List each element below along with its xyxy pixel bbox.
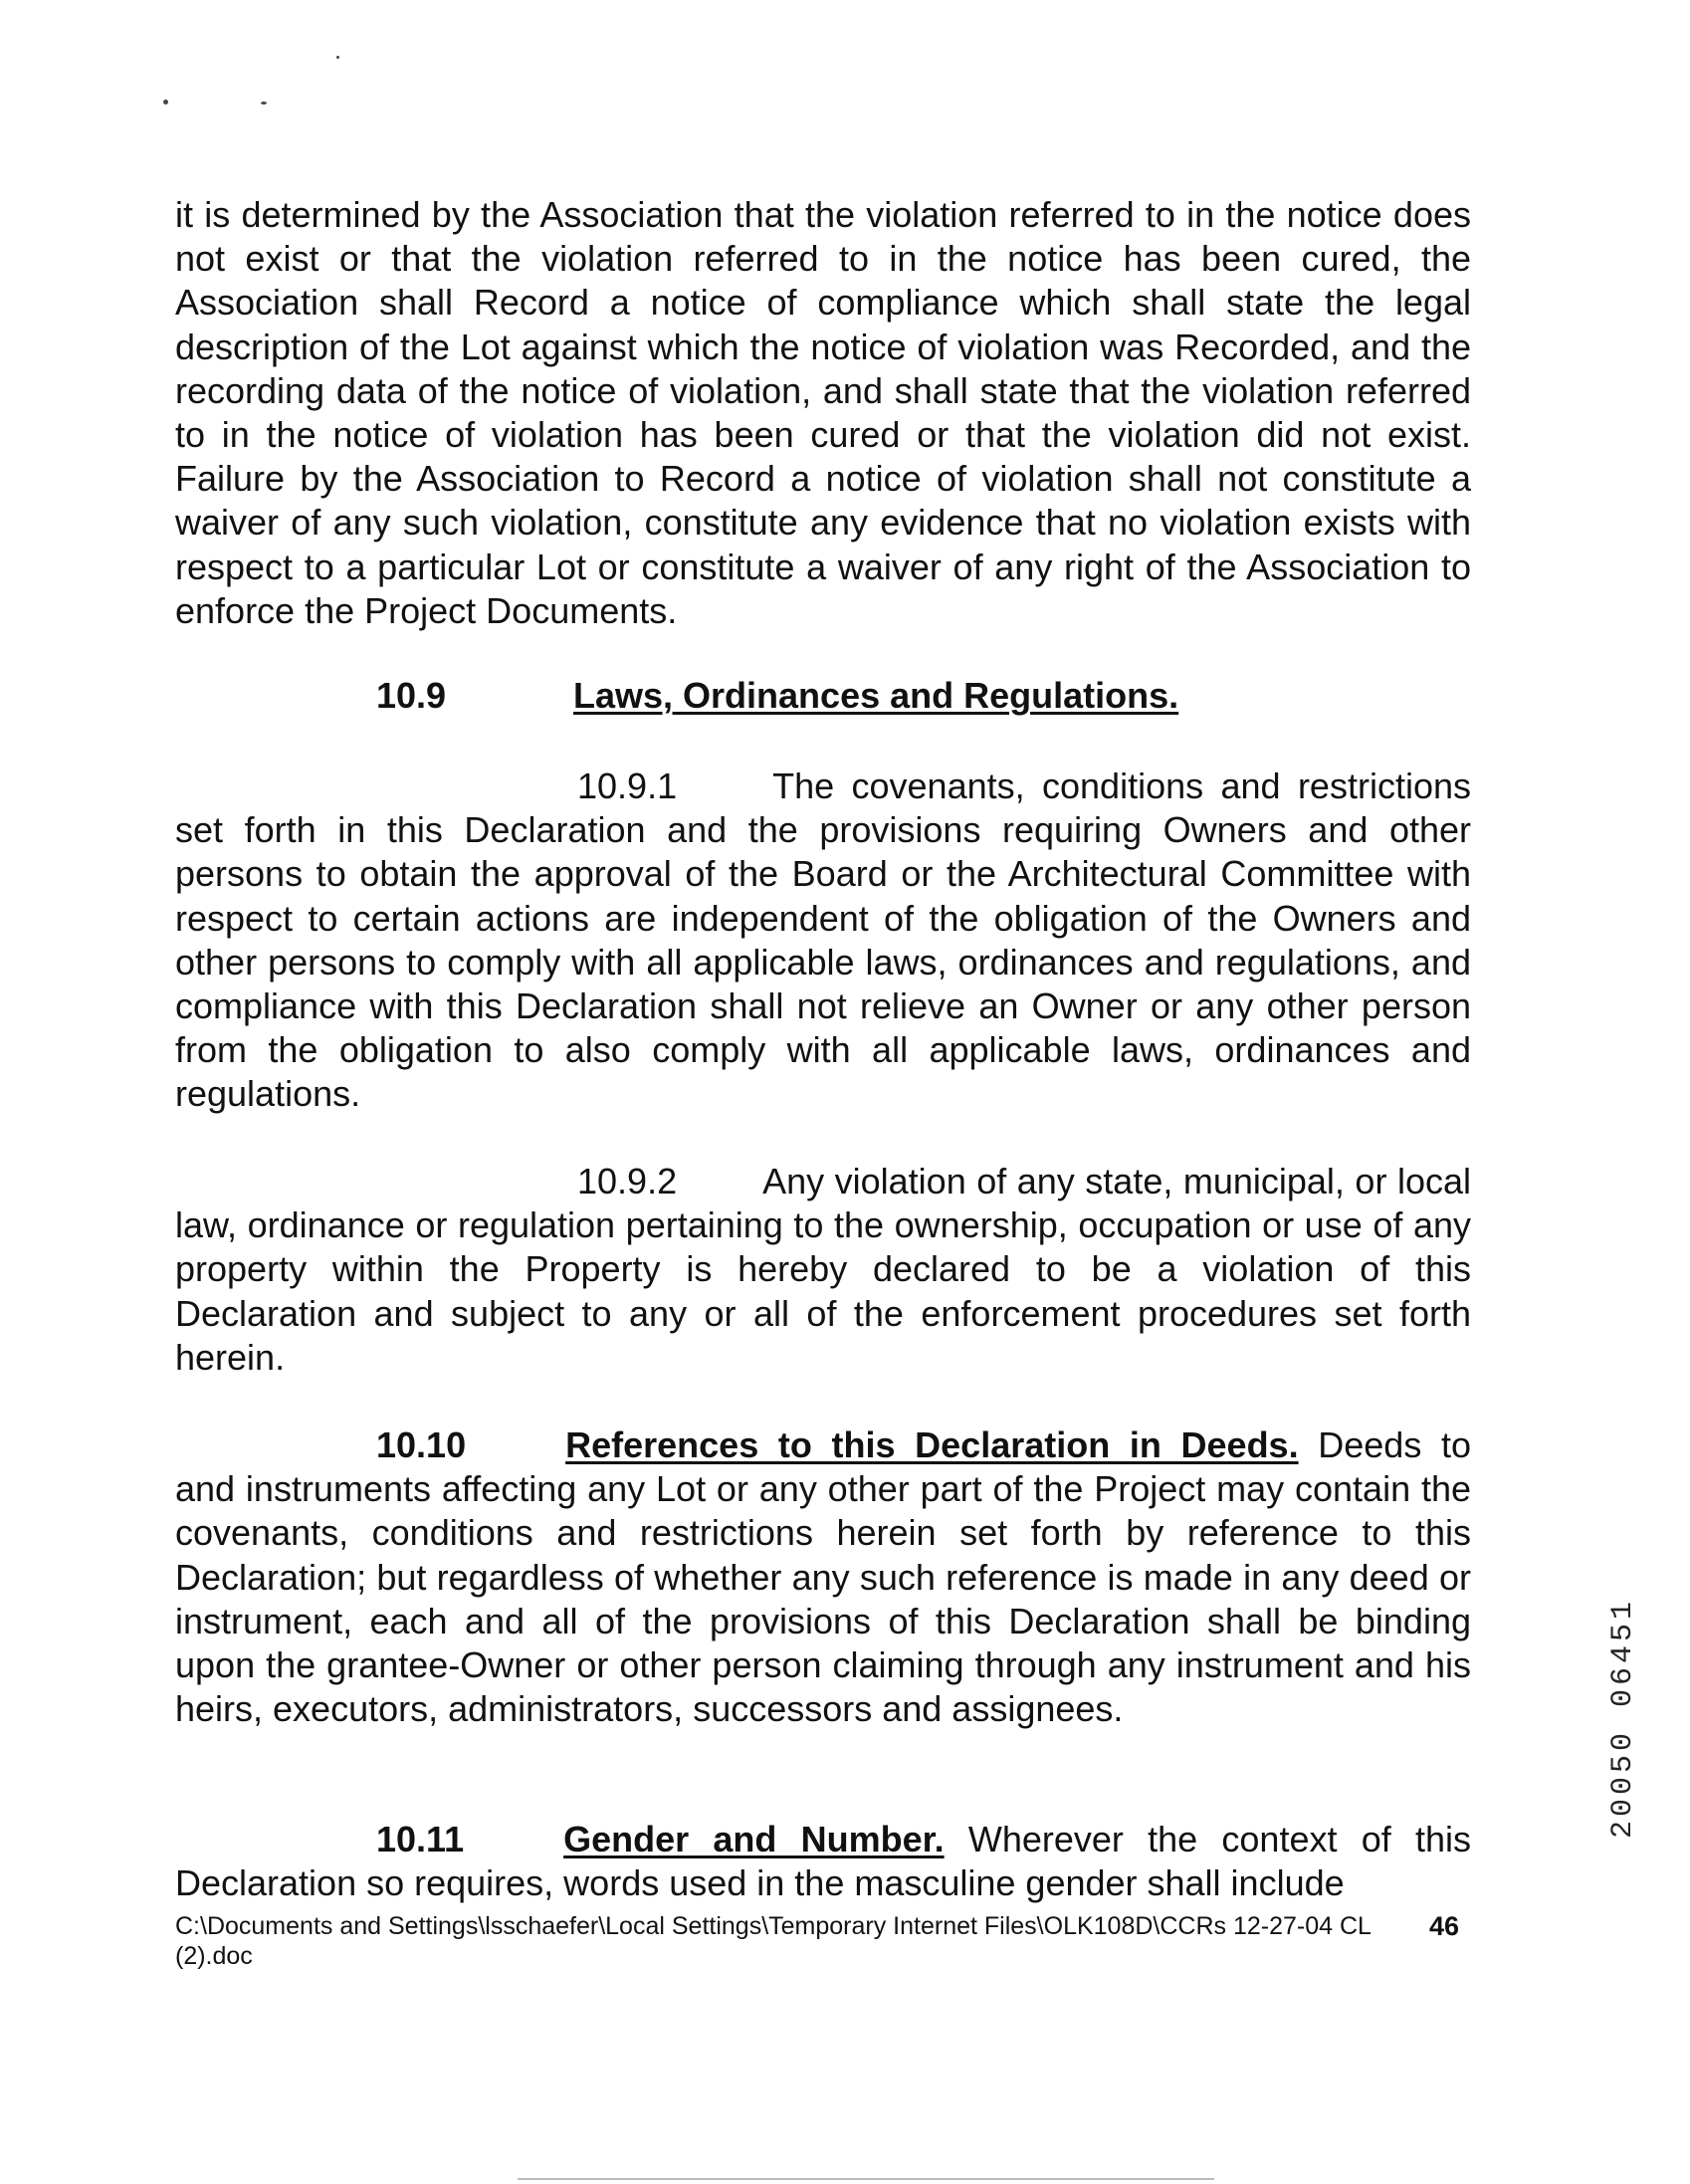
section-10-11-text: Wherever the context of this Declaration so requires, words used in the masculine gender shall include	[175, 1819, 1471, 1904]
section-10-10-title: References to this Declaration in Deeds.	[565, 1424, 1299, 1465]
section-10-10-number: 10.10	[376, 1424, 467, 1465]
section-10-9-heading	[175, 674, 1471, 718]
subsection-10-9-1-text: The covenants, conditions and restrictions set forth in this Declaration and the provisions requiring Owners and other persons to obtain the approval of the Board or the Architectural Committee with respect to certain actions are independent of the obligation of the Owners and other persons to comply with all applicable laws, ordinances and regulations, and compliance with this Declaration shall not relieve an Owner or any other person from the obligation to also comply with all applicable laws, ordinances and regulations.	[175, 765, 1471, 1115]
subsection-10-9-2	[175, 1160, 1471, 1380]
scan-speck	[261, 102, 267, 105]
subsection-10-9-2-text: Any violation of any state, municipal, or local law, ordinance or regulation pertaining to the ownership, occupation or use of any property within the Property is hereby declared to be a violation of this Declaration and subject to any or all of the enforcement procedures set forth herein.	[175, 1161, 1471, 1378]
section-10-9-number: 10.9	[376, 675, 447, 716]
recording-stamp: 20050 06451	[1606, 1598, 1640, 1840]
section-10-11-title: Gender and Number.	[563, 1819, 945, 1859]
subsection-10-9-1-number: 10.9.1	[577, 765, 678, 806]
subsection-10-9-2-number: 10.9.2	[577, 1161, 678, 1201]
scan-edge-line	[518, 2178, 1214, 2180]
section-10-10	[175, 1423, 1471, 1731]
scan-speck	[163, 100, 168, 105]
subsection-10-9-1	[175, 764, 1471, 1117]
section-10-11	[175, 1818, 1471, 1905]
footer-file-path: C:\Documents and Settings\lsschaefer\Local Settings\Temporary Internet Files\OLK108D\CCRs 12-27-04 CL (2).doc	[175, 1912, 1372, 1970]
page-number: 46	[1429, 1911, 1460, 1941]
intro-paragraph: it is determined by the Association that the violation referred to in the notice does not exist or that the violation referred to in the notice has been cured, the Association shall Record a notice of compliance which shall state the legal description of the Lot against which the notice of violation was Recorded, and the recording data of the notice of violation, and shall state that the violation referred to in the notice of violation has been cured or that the violation did not exist. Failure by the Association to Record a notice of violation shall not constitute a waiver of any such violation, constitute any evidence that no violation exists with respect to a particular Lot or constitute a waiver of any right of the Association to enforce the Project Documents.	[175, 194, 1471, 631]
section-10-9-title: Laws, Ordinances and Regulations.	[573, 675, 1179, 716]
section-10-10-text: Deeds to and instruments affecting any Lot or any other part of the Project may contain the covenants, conditions and restrictions herein set forth by reference to this Declaration; but regardless of whether any such reference is made in any deed or instrument, each and all of the provisions of this Declaration shall be binding upon the grantee-Owner or other person claiming through any instrument and his heirs, executors, administrators, successors and assignees.	[175, 1424, 1471, 1730]
section-10-11-number: 10.11	[376, 1819, 465, 1859]
scan-speck	[336, 56, 339, 59]
